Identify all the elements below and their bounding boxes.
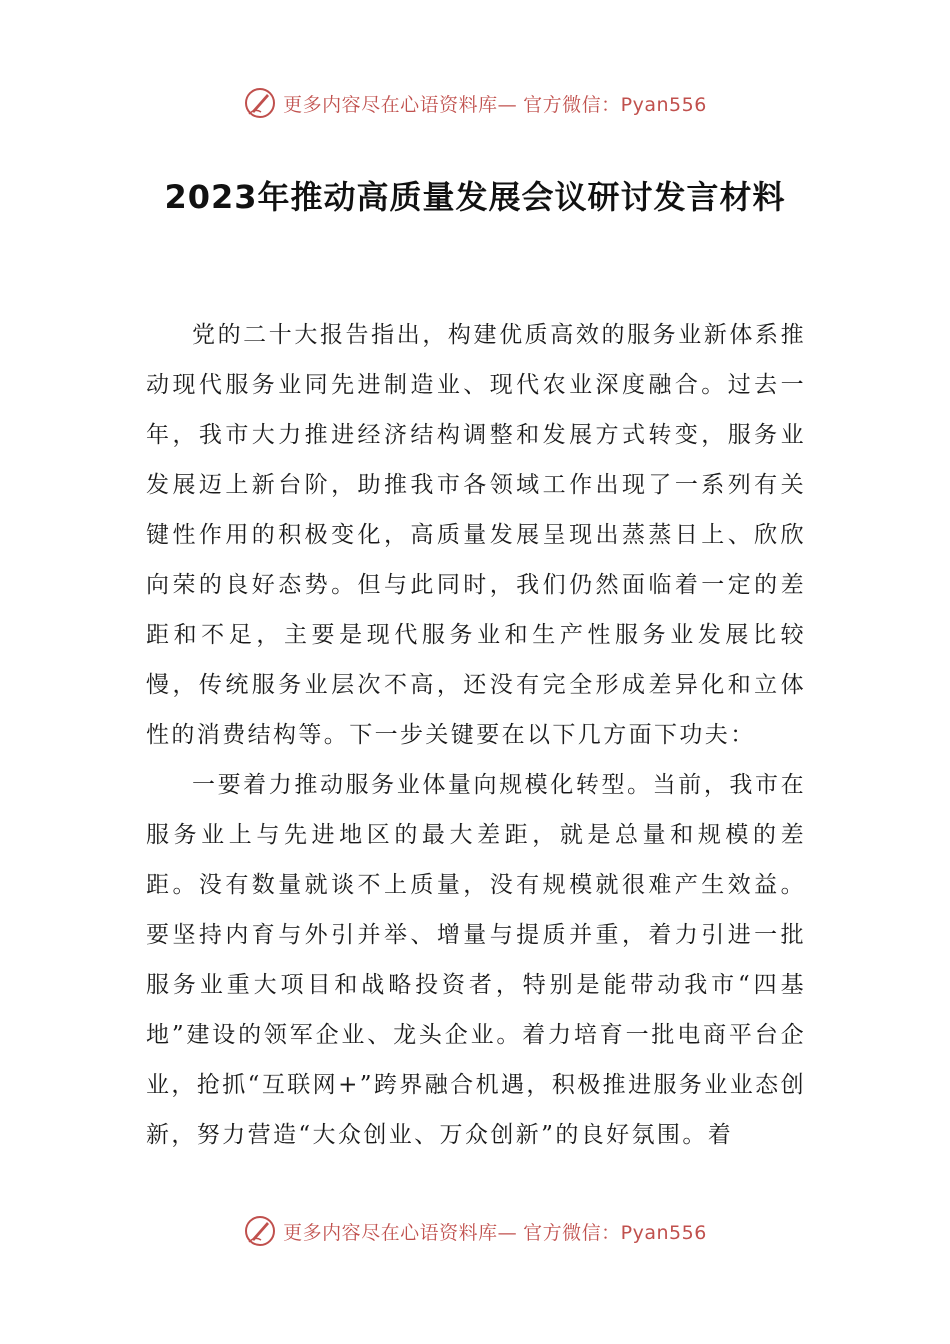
quill-logo-icon [243,1214,277,1248]
watermark-text: 更多内容尽在心语资料库— [283,1221,518,1244]
watermark-wechat: 官方微信：Pyan556 [523,93,707,116]
header-watermark [0,86,950,120]
body-paragraph: 党的二十大报告指出，构建优质高效的服务业新体系推动现代服务业同先进制造业、现代农业深度融合。过去一年，我市大力推进经济结构调整和发展方式转变，服务业发展迈上新台阶，助推我市各领域工作出现了一系列有关键性作用的积极变化，高质量发展呈现出蒸蒸日上、欣欣向荣的良好态势。但与此同时，我们仍然面临着一定的差距和不足，主要是现代服务业和生产性服务业发展比较慢，传统服务业层次不高，还没有完全形成差异化和立体性的消费结构等。下一步关键要在以下几方面下功夫： [146,322,806,748]
document-title: 2023年推动高质量发展会议研讨发言材料 [164,178,786,216]
document-body [146,310,806,1160]
body-paragraph: 一要着力推动服务业体量向规模化转型。当前，我市在服务业上与先进地区的最大差距，就是总量和规模的差距。没有数量就谈不上质量，没有规模就很难产生效益。要坚持内育与外引并举、增量与提质并重，着力引进一批服务业重大项目和战略投资者，特别是能带动我市“四基地”建设的领军企业、龙头企业。着力培育一批电商平台企业，抢抓“互联网+”跨界融合机遇，积极推进服务业业态创新，努力营造“大众创业、万众创新”的良好氛围。着 [146,772,806,1148]
footer-watermark [0,1214,950,1248]
watermark-text: 更多内容尽在心语资料库— [283,93,518,116]
watermark-wechat: 官方微信：Pyan556 [523,1221,707,1244]
quill-logo-icon [243,86,277,120]
